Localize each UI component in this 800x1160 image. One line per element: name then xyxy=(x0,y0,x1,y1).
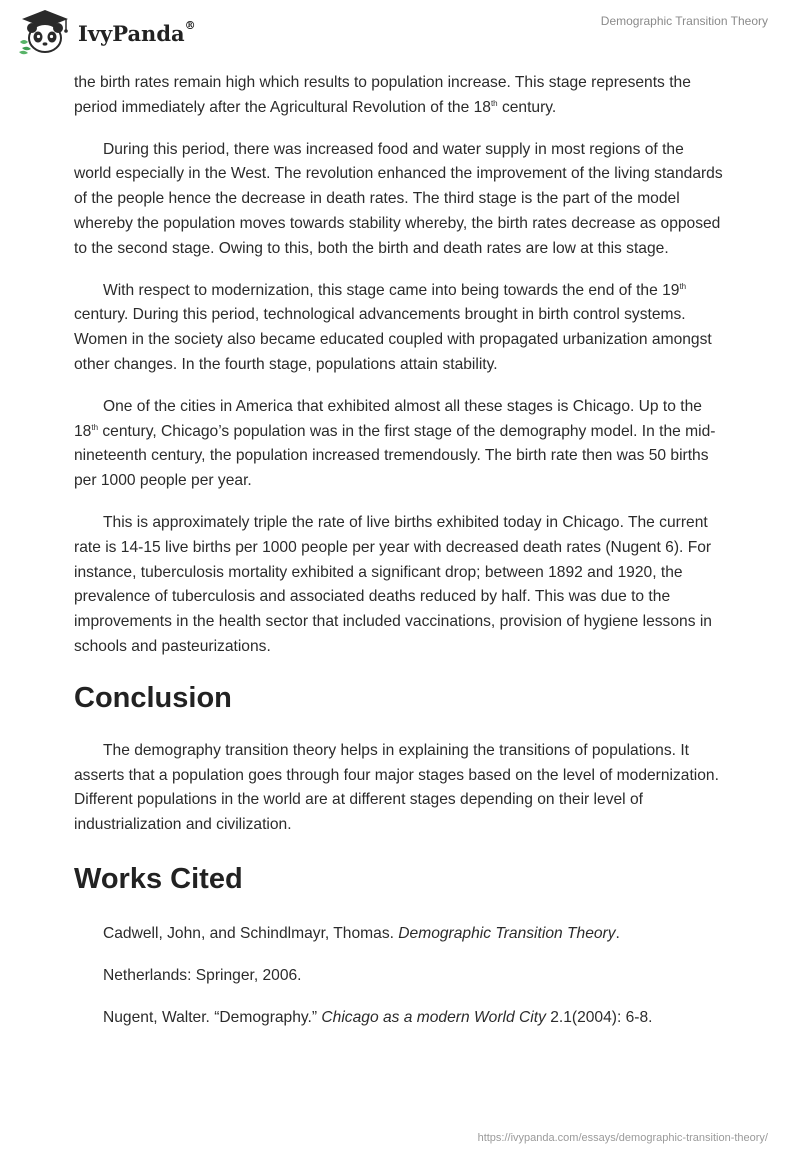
panda-mascot-icon xyxy=(16,8,74,56)
citation-2: Netherlands: Springer, 2006. xyxy=(103,966,302,984)
logo-wordmark: IvyPanda® xyxy=(78,18,196,46)
paragraph-5: This is approximately triple the rate of live births exhibited today in Chicago. The current rate is 14-15 live births per 1000 people per year with decreased death rates (Nugent 6). For instance, tuberculosis mortality exhibited a significant drop; between 1892 and 1920, the prevalence of tuberculosis and associated deaths reduced by half. This was due to the improvements in the health sector that included vaccinations, provision of hygiene lessons in schools and pasteurizations. xyxy=(74,513,712,655)
source-url[interactable]: https://ivypanda.com/essays/demographic-transition-theory/ xyxy=(477,1132,768,1144)
conclusion-paragraph: The demography transition theory helps in explaining the transitions of populations. It asserts that a population goes through four major stages based on the level of modernization. Different populations in the world are at different stages depending on their level of industrialization and civilization. xyxy=(74,741,719,834)
paragraph-3: With respect to modernization, this stage came into being towards the end of the 19th century. During this period, technological advancements brought in birth control systems. Women in the society also became educated coupled with propagated urbanization amongst other changes. In the fourth stage, populations attain stability. xyxy=(74,281,712,373)
essay-content xyxy=(74,71,724,1047)
conclusion-heading: Conclusion xyxy=(74,681,232,714)
works-cited-heading: Works Cited xyxy=(74,862,243,895)
citation-1: Cadwell, John, and Schindlmayr, Thomas. Demographic Transition Theory. xyxy=(103,924,620,942)
registered-mark: ® xyxy=(184,18,196,32)
citation-3: Nugent, Walter. “Demography.” Chicago as a modern World City 2.1(2004): 6-8. xyxy=(103,1008,653,1026)
ivypanda-logo[interactable] xyxy=(16,8,196,56)
document-title: Demographic Transition Theory xyxy=(600,14,768,28)
paragraph-4: One of the cities in America that exhibited almost all these stages is Chicago. Up to the 18th century, Chicago’s population was in the first stage of the demography model. In the mid-nineteenth century, the population increased tremendously. The birth rate then was 50 births per 1000 people per year. xyxy=(74,397,716,490)
paragraph-2: During this period, there was increased food and water supply in most regions of the world especially in the West. The revolution enhanced the improvement of the living standards of the people hence the decrease in death rates. The third stage is the part of the model whereby the population moves towards stability whereby, the birth rates decrease as opposed to the second stage. Owing to this, both the birth and death rates are low at this stage. xyxy=(74,140,723,257)
page-header xyxy=(0,0,800,70)
paragraph-1: the birth rates remain high which results to population increase. This stage represents the period immediately after the Agricultural Revolution of the 18th century. xyxy=(74,74,691,116)
